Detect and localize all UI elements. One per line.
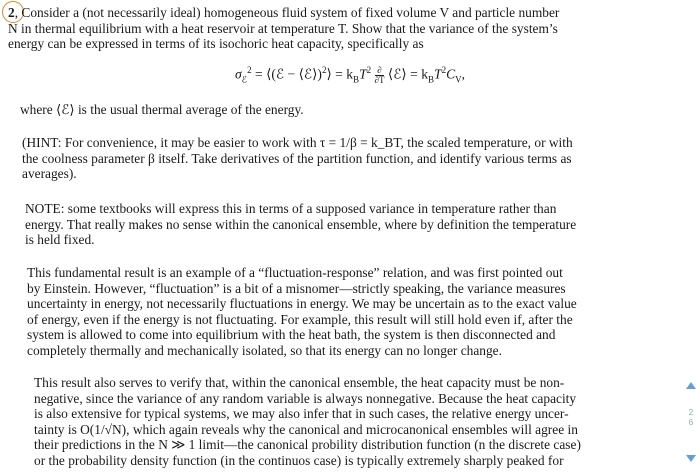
scroll-down-arrow-icon[interactable] (686, 455, 696, 462)
intro-line: energy can be expressed in terms of its isochoric heat capacity, specifically as (8, 36, 424, 52)
hint-line: (HINT: For convenience, it may be easier to work with τ = 1/β = k_BT, the scaled temperature, or with (22, 135, 573, 150)
page-scroller[interactable] (685, 382, 697, 462)
intro-line: N in thermal equilibrium with a heat reservoir at temperature T. Show that the variance of the system’s (8, 20, 558, 36)
hint-line: averages). (22, 166, 77, 182)
partial-derivative: $\frac{\partial}{\partial T}$ (374, 65, 385, 85)
result-line: This result also serves to verify that, within the canonical ensemble, the heat capacity must be non- (34, 375, 565, 390)
hint-line: the coolness parameter β itself. Take derivatives of the partition function, and identify various terms as (22, 150, 572, 166)
page-indicator: 2 6 (688, 408, 694, 427)
fundamental-line: completely thermally and mechanically isolated, so that its energy can no longer change. (27, 342, 502, 358)
where-line: where ⟨ℰ⟩ is the usual thermal average of the energy. (20, 102, 304, 117)
fundamental-line: This fundamental result is an example of a “fluctuation-response” relation, and was first pointed out (27, 265, 563, 280)
note-line: energy. That really makes no sense within the canonical ensemble, where by definition the temperature (25, 216, 577, 232)
result-paragraph (34, 375, 676, 469)
result-line: or the probability density function (in the continuos case) is typically extremely sharply peaked for (34, 452, 564, 468)
hint-paragraph (22, 135, 692, 182)
variance-equation: $\sigma_ℰ^2$ = ⟨(ℰ − ⟨ℰ⟩)$^2$⟩ = $k_BT^2$ $\frac{\partial}{\partial T}$ ⟨ℰ⟩ = $k_BT^2C_V$, (234, 65, 466, 85)
result-line: is also extensive for typical systems, we may also infer that in such cases, the relative energy uncer- (34, 406, 569, 422)
problem-number: 2 (8, 5, 15, 20)
intro-paragraph: 2, Consider a (not necessarily ideal) homogeneous fluid system of fixed volume V and particle number N in thermal equilibrium with a heat reservoir at temperature T. Show that the variance of the system’s energy can be expressed in terms of its isochoric heat capacity, specifically as (8, 5, 692, 52)
scroll-up-arrow-icon[interactable] (686, 382, 696, 389)
fundamental-paragraph (27, 265, 692, 359)
fundamental-line: uncertainty in energy, not necessarily fluctuations in energy. We may be uncertain as to the exact value (27, 296, 577, 312)
fundamental-line: system is allowed to come into equilibrium with the heat bath, the system is then disconnected and (27, 327, 556, 343)
note-line: NOTE: some textbooks will express this in terms of a supposed variance in temperature rather than (25, 201, 557, 216)
result-line: negative, since the variance of any random variable is always nonnegative. Because the heat capacity (34, 390, 577, 406)
fundamental-line: of energy, even if the energy is not fluctuating. For example, this result will still hold even if, after the (27, 311, 573, 327)
intro-line: Consider a (not necessarily ideal) homogeneous fluid system of fixed volume V and particle number (21, 5, 560, 20)
fundamental-line: by Einstein. However, “fluctuation” is a bit of a misnomer—strictly speaking, the variance measures (27, 280, 566, 296)
note-line: is held fixed. (25, 232, 95, 248)
note-paragraph (25, 201, 692, 248)
result-line: their predictions in the N ≫ 1 limit—the canonical probility distribution function (n the discrete case) (34, 437, 581, 453)
result-line: tainty is O(1/√N), which again reveals why the canonical and microcanonical ensembles will agree in (34, 421, 578, 437)
